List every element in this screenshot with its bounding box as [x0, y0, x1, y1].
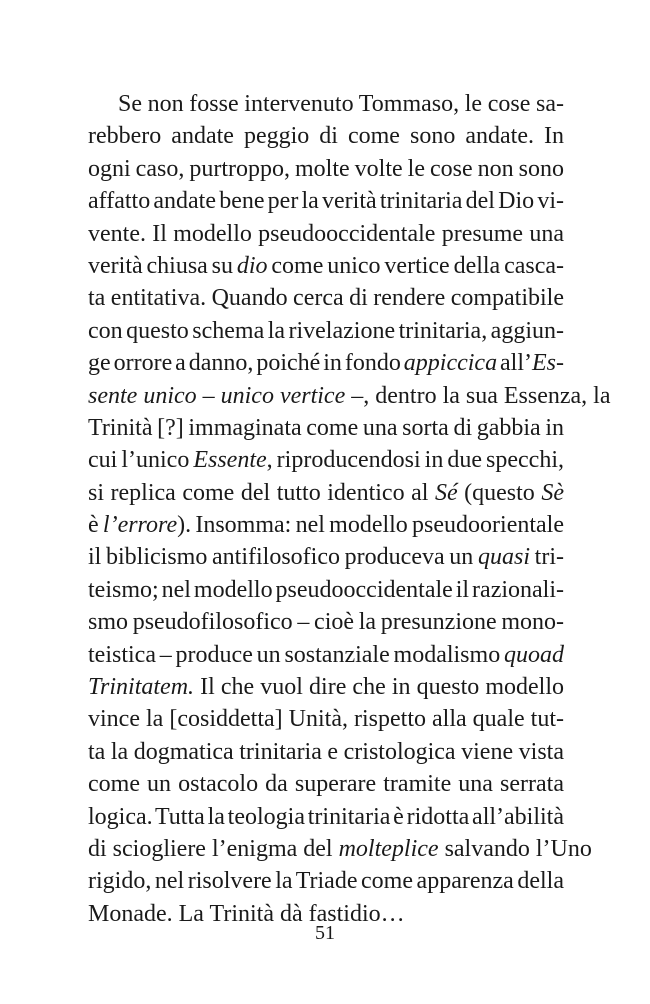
- text-segment: si replica come del tutto identico al: [88, 479, 435, 506]
- italic-text: Trinitatem.: [88, 674, 195, 701]
- text-line: [88, 703, 564, 735]
- text-segment: Trinità [?] immaginata come una sorta di gabbia in: [88, 414, 564, 441]
- text-segment: ta entitativa. Quando cerca di rendere compatibile: [88, 285, 565, 312]
- text-segment: rebbero andate peggio di come sono andate. In: [88, 123, 564, 150]
- text-segment: salvando l’Uno: [438, 835, 592, 862]
- text-segment: come unico vertice della casca-: [267, 252, 565, 279]
- text-segment: (questo: [457, 479, 542, 506]
- text-segment: ge orrore a danno, poiché in fondo: [88, 350, 404, 377]
- text-line: [88, 185, 564, 217]
- italic-text: quasi: [477, 544, 530, 571]
- italic-text: appiccica: [403, 350, 498, 377]
- text-segment: ogni caso, purtroppo, molte volte le cose non sono: [88, 155, 564, 182]
- text-line: [88, 315, 564, 347]
- italic-text: Es-: [532, 350, 564, 377]
- text-line: [88, 477, 564, 509]
- text-segment: il biblicismo antifilosofico produceva un: [88, 544, 478, 571]
- text-segment: verità chiusa su: [88, 252, 237, 279]
- text-segment: cui l’unico: [88, 447, 194, 474]
- text-line: [88, 736, 564, 768]
- text-line: [88, 801, 564, 833]
- text-line: [88, 541, 564, 573]
- italic-text: Sè: [541, 479, 564, 506]
- text-segment: vente. Il modello pseudooccidentale presume una: [88, 220, 564, 247]
- italic-text: molteplice: [338, 835, 439, 862]
- text-line: [88, 380, 611, 412]
- text-line: [88, 282, 564, 314]
- italic-text: quoad: [504, 641, 564, 668]
- text-segment: vince la [cosiddetta] Unità, rispetto alla quale tut-: [88, 706, 564, 733]
- text-segment: Il che vuol dire che in questo modello: [194, 674, 564, 701]
- text-segment: –, dentro la sua Essenza, la: [345, 382, 611, 409]
- body-paragraph: [88, 88, 611, 930]
- text-segment: affatto andate bene per la verità trinitaria del Dio vi-: [88, 188, 565, 215]
- text-line: [88, 250, 564, 282]
- text-line: [88, 412, 564, 444]
- text-segment: all’: [497, 350, 532, 377]
- text-segment: Se non fosse intervenuto Tommaso, le cose sa-: [118, 91, 565, 117]
- text-line: [88, 574, 564, 606]
- italic-text: Sé: [434, 479, 458, 506]
- text-line: [88, 153, 564, 185]
- text-segment: teistica – produce un sostanziale modalismo: [88, 641, 504, 668]
- text-line: [88, 509, 564, 541]
- text-line: [88, 606, 564, 638]
- italic-text: sente unico – unico vertice: [88, 382, 346, 409]
- text-segment: , riproducendosi in due specchi,: [266, 447, 564, 474]
- text-segment: smo pseudofilosofico – cioè la presunzione mono-: [88, 609, 565, 636]
- text-line: [88, 120, 564, 152]
- text-line: [88, 833, 592, 865]
- italic-text: l’errore: [102, 512, 178, 539]
- text-line: [88, 88, 564, 120]
- text-segment: ta la dogmatica trinitaria e cristologica viene vista: [88, 738, 564, 765]
- text-line: [88, 671, 564, 703]
- page-number: 51: [315, 922, 335, 944]
- italic-text: Essente: [193, 447, 267, 474]
- text-line: [88, 639, 564, 671]
- text-segment: di sciogliere l’enigma del: [88, 835, 339, 862]
- text-segment: come un ostacolo da superare tramite una serrata: [88, 771, 564, 798]
- text-segment: con questo schema la rivelazione trinitaria, aggiun-: [88, 317, 564, 344]
- text-segment: ). Insomma: nel modello pseudoorientale: [177, 512, 564, 539]
- text-segment: è: [88, 512, 103, 539]
- text-line: [88, 865, 564, 897]
- text-segment: logica. Tutta la teologia trinitaria è ridotta all’abilità: [88, 803, 564, 830]
- text-line: [88, 347, 564, 379]
- text-segment: rigido, nel risolvere la Triade come apparenza della: [88, 868, 564, 895]
- italic-text: dio: [236, 252, 268, 279]
- text-segment: tri-: [530, 544, 564, 571]
- text-line: [88, 218, 564, 250]
- text-line: [88, 444, 564, 476]
- text-segment: teismo; nel modello pseudooccidentale il razionali-: [88, 576, 564, 603]
- text-segment: Monade. La Trinità dà fastidio…: [88, 900, 405, 927]
- text-line: [88, 768, 564, 800]
